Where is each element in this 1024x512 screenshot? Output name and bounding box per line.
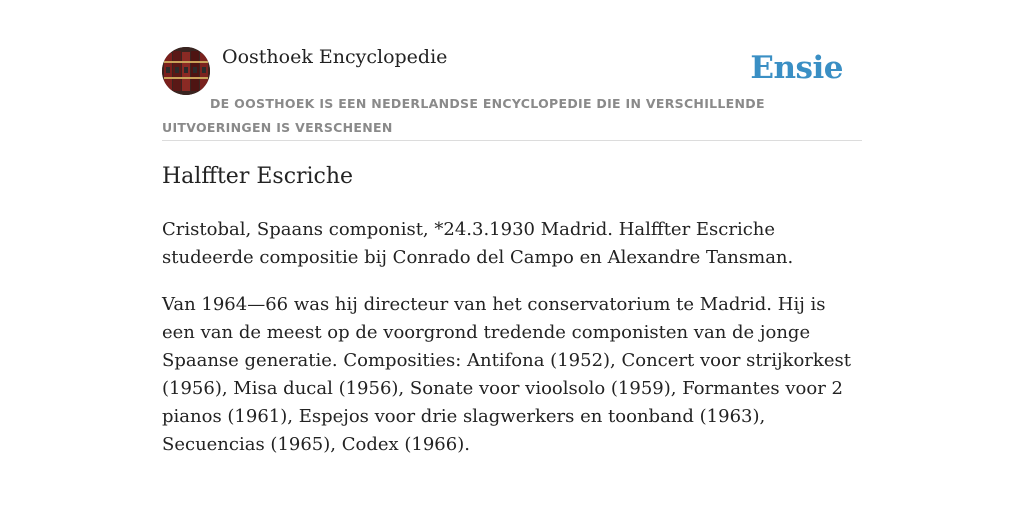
book-spines-icon[interactable] xyxy=(162,47,210,95)
article-paragraph: Cristobal, Spaans componist, *24.3.1930 Madrid. Halffter Escriche studeerde compositie bij Conrado del Campo en Alexandre Tansman. xyxy=(162,219,794,268)
header xyxy=(162,44,862,141)
article-paragraph: Van 1964—66 was hij directeur van het conservatorium te Madrid. Hij is een van de meest op de voorgrond tredende componisten van de jonge Spaanse generatie. Composities: Antifona (1952), Concert voor strijkorkest (1956), Misa ducal (1956), Sonate voor vioolsolo (1959), Formantes voor 2 pianos (1961), Espejos voor drie slagwerkers en toonband (1963), Secuencias (1965), Codex (1966). xyxy=(162,294,851,455)
article-title: Halffter Escriche xyxy=(162,164,354,189)
brand-logo[interactable]: Ensie xyxy=(750,50,843,86)
source-tagline: DE OOSTHOEK IS EEN NEDERLANDSE ENCYCLOPEDIE DIE IN VERSCHILLENDE UITVOERINGEN IS VERSCHENEN xyxy=(162,96,765,135)
source-name[interactable]: Oosthoek Encyclopedie xyxy=(222,46,448,68)
